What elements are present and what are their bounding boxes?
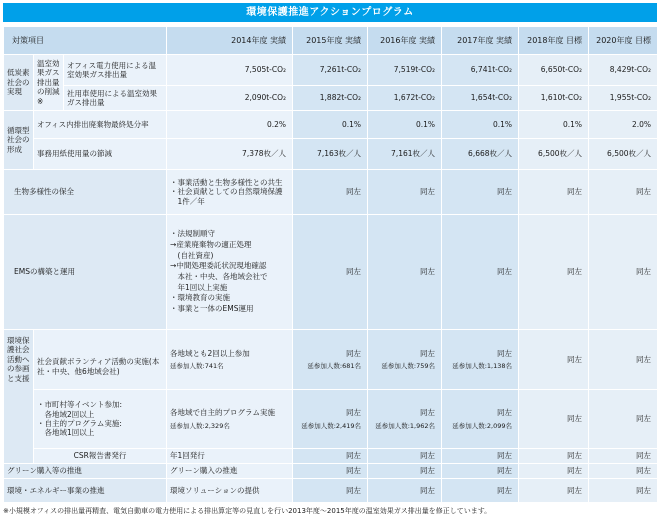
csr-label: CSR報告書発行 [34,449,167,464]
events-label-line: ・自主的プログラム実施: [37,419,122,428]
table-row [4,170,658,215]
category-social: 環境保護社会活動への参画と支援 [4,330,34,464]
green-purchase-label: グリーン購入等の推進 [4,464,167,479]
header-2020: 2020年度 目標 [589,27,658,55]
waste-2020: 2.0% [589,111,658,139]
waste-disposal-label: オフィス内排出廃棄物最終処分率 [34,111,167,139]
volunteer-2014-main: 各地域とも2回以上参加 [170,348,250,358]
events-2017 [442,390,519,449]
ems-item: 本社・中央、各地域会社で [170,272,268,281]
volunteer-2014 [167,330,293,390]
car-2014: 2,090t-CO₂ [167,86,293,111]
same-2015: 同左 [293,170,368,215]
same-2020: 同左 [589,479,658,503]
ems-item: (自社資産) [170,250,214,260]
same-2017: 同左 [497,408,513,418]
office-2020: 8,429t-CO₂ [589,55,658,86]
waste-2014: 0.2% [167,111,293,139]
paper-2014: 7,378枚／人 [167,139,293,170]
table-row [4,390,658,449]
paper-usage-label: 事務用紙使用量の節減 [34,139,167,170]
car-2018: 1,610t-CO₂ [519,86,589,111]
header-2018: 2018年度 目標 [519,27,589,55]
table-row [4,330,658,390]
events-label-line: 各地域2回以上 [37,409,95,419]
office-2017: 6,741t-CO₂ [442,55,519,86]
same-2016: 同左 [368,479,442,503]
waste-2015: 0.1% [293,111,368,139]
events-label [34,390,167,449]
category-low-carbon: 低炭素社会の実現 [4,55,34,111]
same-2017: 同左 [442,215,519,330]
events-2016 [368,390,442,449]
biodiversity-2014 [167,170,293,215]
ems-2014 [167,215,293,330]
waste-2017: 0.1% [442,111,519,139]
volunteer-2015 [293,330,368,390]
same-2018: 同左 [519,479,589,503]
same-2016: 同左 [420,348,436,358]
same-2016: 同左 [420,408,436,418]
same-2017: 同左 [442,464,519,479]
car-2020: 1,955t-CO₂ [589,86,658,111]
paper-2015: 7,163枚／人 [293,139,368,170]
ems-item: →中間処理委託状況現地確認 [170,261,267,271]
office-2014: 7,505t-CO₂ [167,55,293,86]
events-2014-main: 各地域で自主的プログラム実施 [170,408,275,418]
ems-item: 年1回以上実施 [170,282,228,292]
events-2014-count: 延参加人数:2,329名 [170,421,230,430]
car-2016: 1,672t-CO₂ [368,86,442,111]
same-2015: 同左 [293,449,368,464]
company-car-label: 社用車使用による温室効果ガス排出量 [64,86,167,111]
table-row [4,86,658,111]
env-energy-2014: 環境ソリューションの提供 [167,479,293,503]
biodiversity-item: ・事業活動と生物多様性との共生 [170,177,283,187]
waste-2016: 0.1% [368,111,442,139]
volunteer-2014-count: 延参加人数:741名 [170,362,224,371]
same-2018: 同左 [519,170,589,215]
volunteer-2016 [368,330,442,390]
category-recycling: 循環型社会の形成 [4,111,34,170]
table-row [4,479,658,503]
same-2017: 同左 [442,449,519,464]
same-2016: 同左 [368,449,442,464]
same-2018: 同左 [519,390,589,449]
header-2014: 2014年度 実績 [167,27,293,55]
table-row [4,215,658,330]
same-2017: 同左 [442,479,519,503]
green-purchase-2014: グリーン購入の推進 [167,464,293,479]
office-2015: 7,261t-CO₂ [293,55,368,86]
ems-item: ・法規制順守 [170,229,216,239]
same-2018: 同左 [519,330,589,390]
same-2015: 同左 [293,215,368,330]
volunteer-2017 [442,330,519,390]
paper-2017: 6,668枚／人 [442,139,519,170]
events-2015-count: 延参加人数:2,419名 [301,421,362,430]
action-program-table [3,26,658,503]
events-2014 [167,390,293,449]
ems-label: EMSの構築と運用 [4,215,167,330]
events-2015 [293,390,368,449]
car-2017: 1,654t-CO₂ [442,86,519,111]
header-2015: 2015年度 実績 [293,27,368,55]
office-2016: 7,519t-CO₂ [368,55,442,86]
volunteer-2016-count: 延参加人数:759名 [381,362,436,371]
same-2020: 同左 [589,330,658,390]
office-2018: 6,650t-CO₂ [519,55,589,86]
page-title: 環境保護推進アクションプログラム [3,3,657,22]
table-row [4,464,658,479]
table-row [4,139,658,170]
header-2016: 2016年度 実績 [368,27,442,55]
ems-item: ・環境教育の実施 [170,293,231,303]
same-2020: 同左 [589,464,658,479]
same-2018: 同左 [519,464,589,479]
volunteer-2015-count: 延参加人数:681名 [307,362,362,371]
same-2016: 同左 [368,464,442,479]
same-2016: 同左 [368,215,442,330]
same-2015: 同左 [346,408,362,418]
paper-2020: 6,500枚／人 [589,139,658,170]
same-2015: 同左 [346,348,362,358]
same-2018: 同左 [519,215,589,330]
same-2020: 同左 [589,170,658,215]
table-row [4,111,658,139]
same-2017: 同左 [442,170,519,215]
same-2018: 同左 [519,449,589,464]
events-2017-count: 延参加人数:2,099名 [452,421,513,430]
biodiversity-item: 1件／年 [170,196,205,206]
header-2017: 2017年度 実績 [442,27,519,55]
events-2016-count: 延参加人数:1,962名 [375,421,436,430]
header-item: 対策項目 [4,27,167,55]
ems-item: ・事業と一体のEMS運用 [170,303,254,313]
same-2017: 同左 [497,348,513,358]
biodiversity-item: ・社会貢献としての自然環境保護 [170,187,283,197]
volunteer-2017-count: 延参加人数:1,138名 [452,362,513,371]
same-2016: 同左 [368,170,442,215]
car-2015: 1,882t-CO₂ [293,86,368,111]
table-row [4,55,658,86]
table-row [4,449,658,464]
paper-2016: 7,161枚／人 [368,139,442,170]
env-energy-label: 環境・エネルギー事業の推進 [4,479,167,503]
same-2020: 同左 [589,215,658,330]
same-2015: 同左 [293,479,368,503]
header-row [4,27,658,55]
csr-2014: 年1回発行 [167,449,293,464]
volunteer-label: 社会貢献ボランティア活動の実施(本社・中央、他6地域会社) [34,330,167,390]
ghg-reduction-label: 温室効果ガス排出量の削減※ [34,55,64,111]
ems-item: →産業廃棄物の適正処理 [170,240,252,250]
events-label-line: 各地域1回以上 [37,428,95,438]
same-2015: 同左 [293,464,368,479]
biodiversity-label: 生物多様性の保全 [4,170,167,215]
paper-2018: 6,500枚／人 [519,139,589,170]
same-2020: 同左 [589,390,658,449]
same-2020: 同左 [589,449,658,464]
events-label-line: ・市町村等イベント参加: [37,400,123,410]
office-electricity-label: オフィス電力使用による温室効果ガス排出量 [64,55,167,86]
footnote: ※小規模オフィスの排出量再精査、電気自動車の電力使用による排出算定等の見直しを行い2013年度～2015年度の温室効果ガス排出量を修正しています。 [3,507,492,515]
waste-2018: 0.1% [519,111,589,139]
